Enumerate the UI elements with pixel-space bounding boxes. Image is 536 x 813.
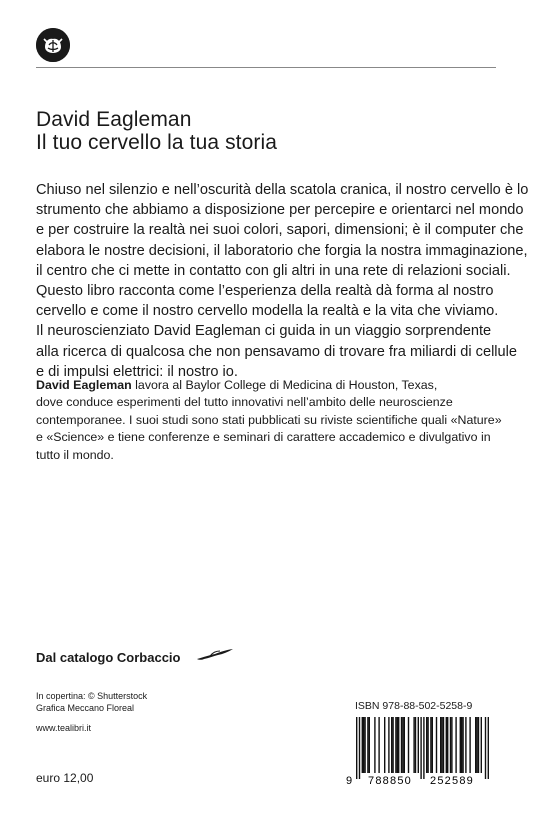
barcode-bar [363,717,364,773]
bio-first-line [36,377,506,394]
barcode-bar [475,717,476,773]
barcode-bar [367,717,368,773]
bio-author-name: David Eagleman [36,378,132,392]
isbn-number: ISBN 978-88-502-5258-9 [355,700,473,712]
barcode-bar [476,717,477,773]
barcode-bar [461,717,462,773]
barcode-bar [443,717,444,773]
header-divider [36,67,496,68]
barcode-bar [446,717,447,773]
barcode-bar [402,717,403,773]
bird-icon [196,648,234,667]
price: euro 12,00 [36,771,94,785]
barcode-bar [441,717,442,773]
barcode-bar [462,717,463,773]
bio-line: contemporanee. I suoi studi sono stati pubblicati su riviste scientifiche quali «Nature» [36,412,502,427]
barcode-bar [369,717,370,773]
barcode-bar [436,717,437,773]
blurb-line: strumento che abbiamo a disposizione per percepire e orientarci nel mondo [36,202,524,219]
blurb-line: alla ricerca di qualcosa che non pensavamo di trovare fra miliardi di cellule [36,343,518,360]
barcode-bar [356,717,357,779]
barcode-bar [427,717,428,773]
barcode-bar [455,717,456,773]
barcode-bar [388,717,389,773]
barcode-bar [451,717,452,773]
bio-line: tutto il mondo. [36,447,114,462]
barcode-bar [413,717,414,773]
barcode-digit-lead: 9 [345,775,353,787]
barcode-bar [359,717,360,779]
blurb-line: Questo libro racconta come l’esperienza della realtà dà forma al nostro [36,283,494,300]
barcode-digits-left: 788850 [368,775,412,787]
bio-line: dove conduce esperimenti del tutto innovativi nell’ambito delle neuroscienze [36,395,453,410]
barcode-bar [384,717,385,773]
author-name: David Eagleman [36,108,192,131]
barcode-bar [450,717,451,773]
publisher-website: www.tealibri.it [36,723,92,733]
barcode-bar [362,717,363,773]
barcode-bar [391,717,392,773]
barcode-bar [478,717,479,773]
barcode-bar [469,717,470,773]
cover-credits [36,690,147,714]
blurb-line: Chiuso nel silenzio e nell’oscurità della scatola cranica, il nostro cervello è lo [36,182,529,198]
blurb-line: cervello e come il nostro cervello modella la realtà e la vita che viviamo. [36,303,499,320]
credit-line: In copertina: © Shutterstock [36,691,148,701]
barcode-bar [432,717,433,773]
book-blurb [36,180,529,382]
barcode-bar [408,717,409,773]
blurb-line: elabora le nostre decisioni, il laboratorio che forgia la nostra immaginazione, [36,242,528,259]
barcode-bar [401,717,402,773]
blurb-line: il centro che ci mette in contatto con gli altri in una rete di relazioni sociali. [36,262,511,279]
blurb-line: e di impulsi elettrici: il nostro io. [36,363,238,380]
barcode-bar [465,717,466,773]
book-title: Il tuo cervello la tua storia [36,131,278,154]
catalog-label: Dal catalogo Corbaccio [36,650,181,665]
barcode-bar [415,717,416,773]
barcode-bar [398,717,399,773]
barcode-bar [447,717,448,773]
barcode-bar [423,717,424,779]
barcode-bar [430,717,431,773]
bio-first-line-text: lavora al Baylor College di Medicina di Houston, Texas, [131,378,438,392]
barcode-bar [378,717,379,773]
publisher-logo [36,28,70,62]
barcode-bar [426,717,427,773]
credit-line: Grafica Meccano Floreal [36,703,135,713]
barcode-bar [404,717,405,773]
barcode-bar [364,717,365,773]
barcode-bar [440,717,441,773]
barcode-bar [418,717,419,773]
barcode-bar [481,717,482,773]
barcode-bar [374,717,375,773]
blurb-line: Il neuroscienziato David Eagleman ci guida in un viaggio sorprendente [36,323,492,340]
barcode-bar [395,717,396,773]
barcode-bar [485,717,486,779]
author-bio [36,377,506,464]
isbn-barcode [345,717,495,787]
blurb-line: e per costruire la realtà nei suoi colori, sapori, dimensioni; è il computer che [36,222,524,239]
bio-line: e «Science» e tiene conferenze e seminari di carattere accademico e divulgativo in [36,430,491,445]
barcode-bar [488,717,489,779]
barcode-bar [420,717,421,779]
barcode-bar [460,717,461,773]
barcode-digits-right: 252589 [430,775,474,787]
barcode-bar [397,717,398,773]
barcode-bar [392,717,393,773]
